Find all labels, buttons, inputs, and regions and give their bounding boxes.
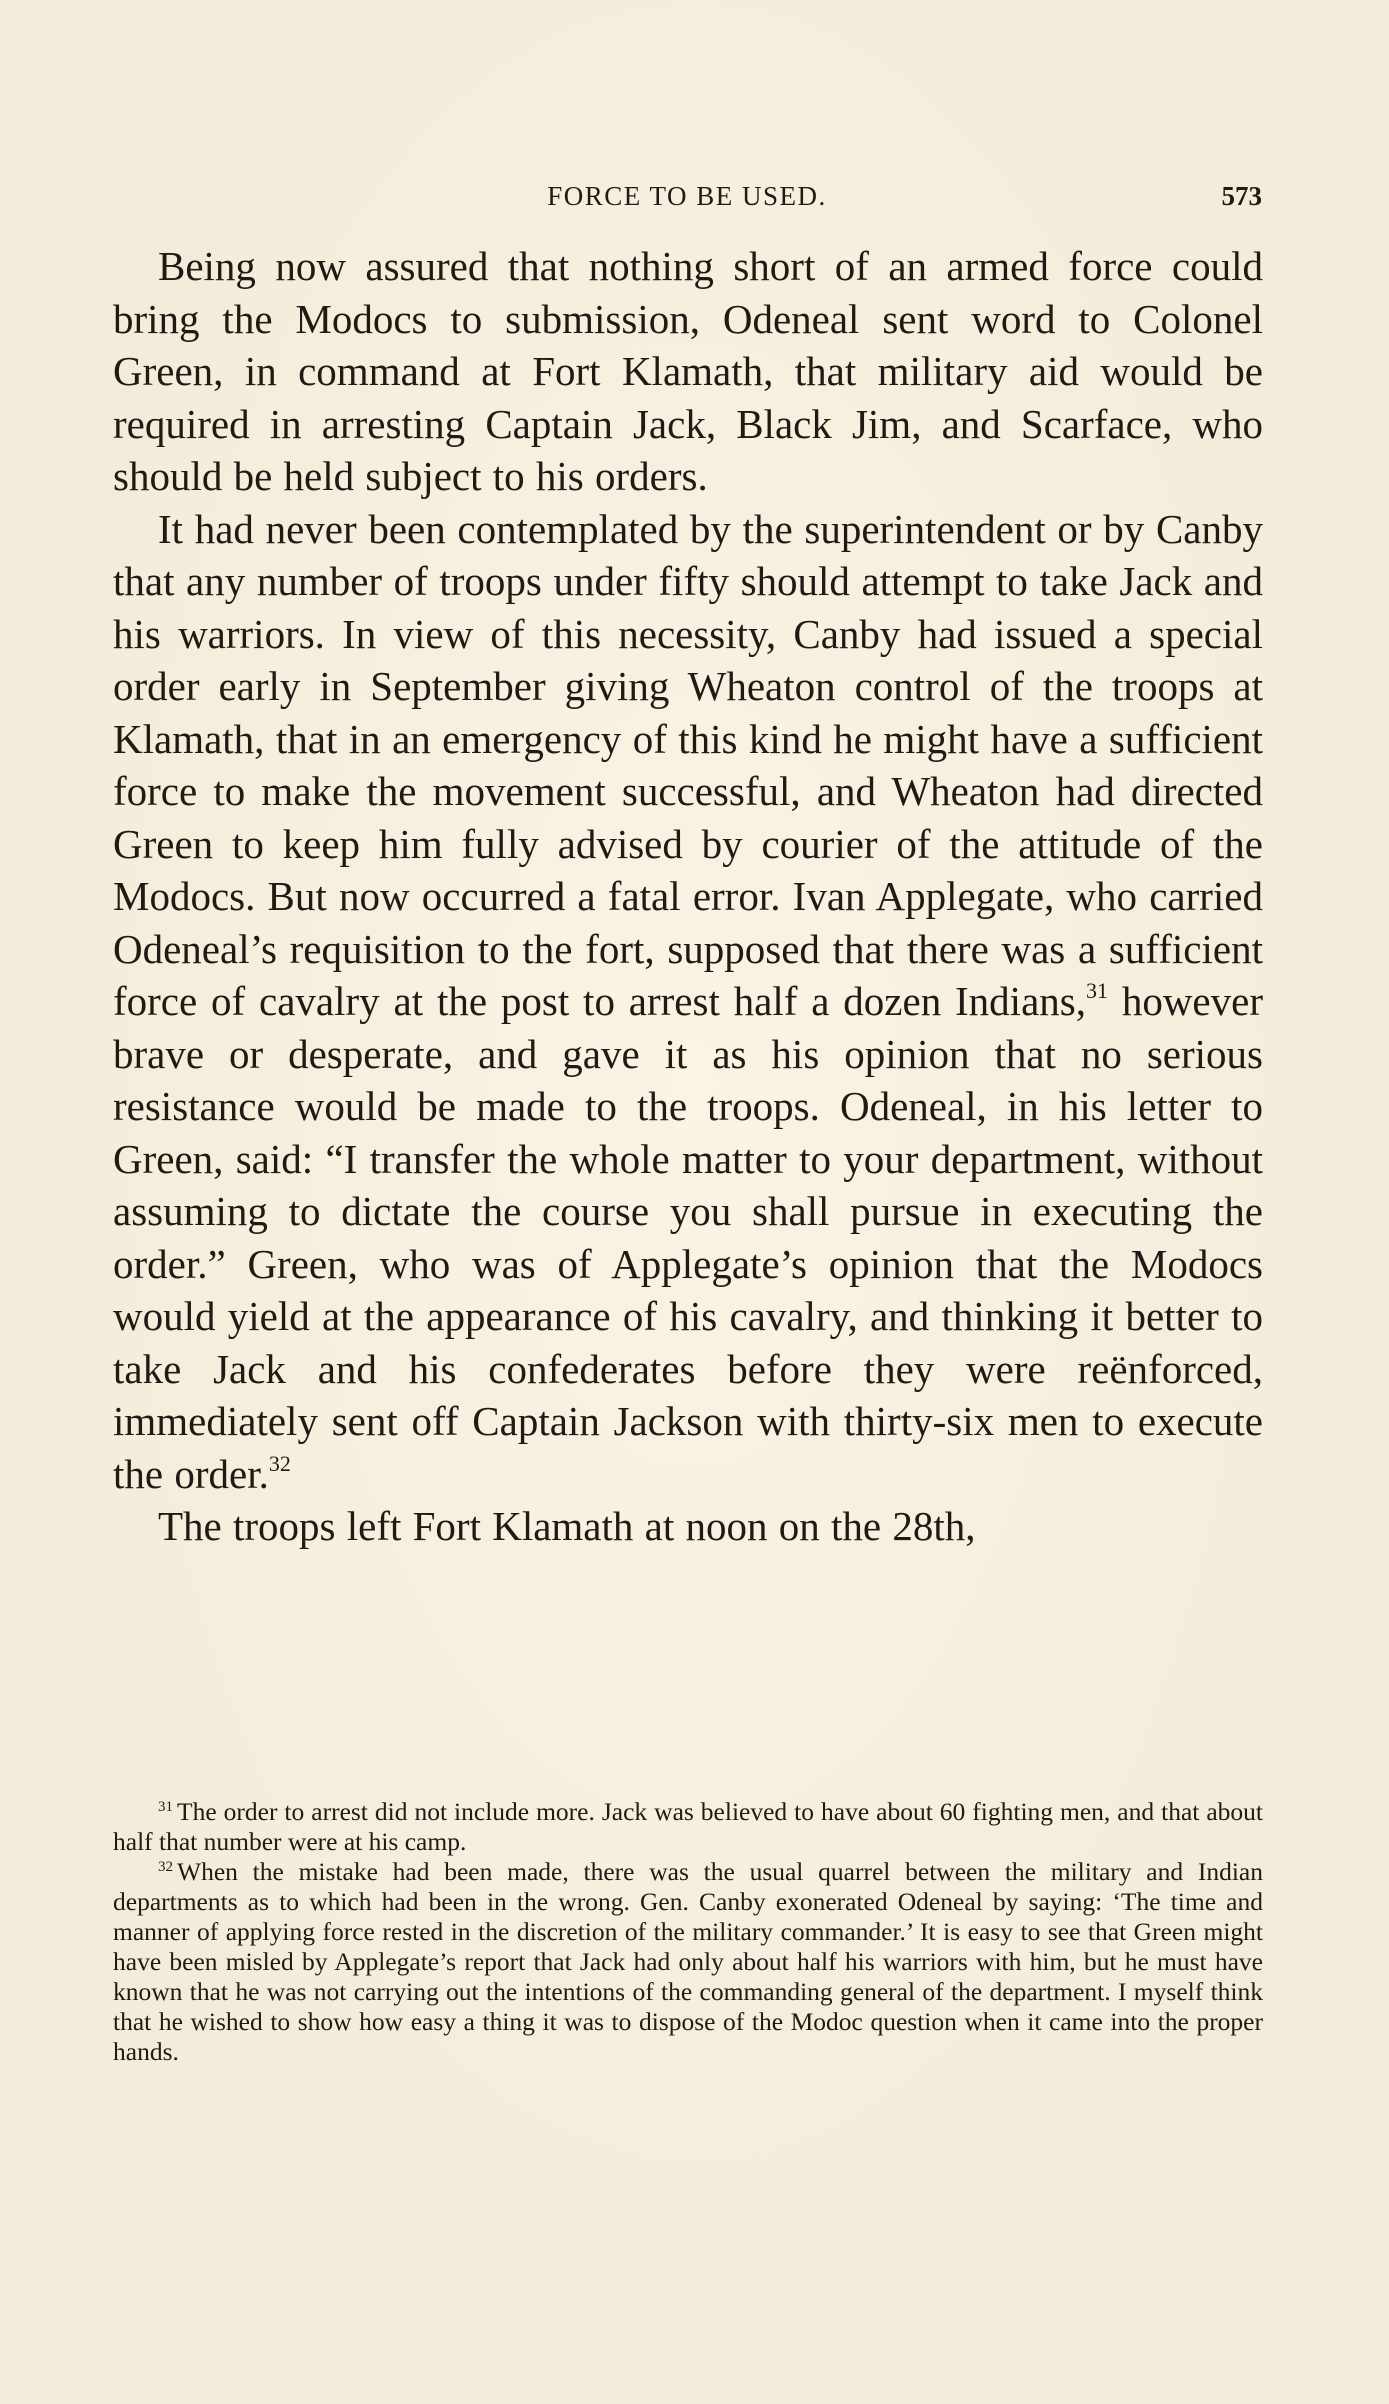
running-head-title: FORCE TO BE USED.: [547, 181, 827, 211]
footnote-mark: 31: [158, 1799, 173, 1815]
paragraph-3: The troops left Fort Klamath at noon on the 28th,: [158, 1503, 976, 1549]
footnote-mark: 32: [158, 1859, 173, 1875]
page-number: 573: [1221, 181, 1262, 211]
footnote-32: [113, 1857, 1263, 2067]
running-head: [112, 176, 1262, 216]
paragraph-1: Being now assured that nothing short of an armed force could bring the Modocs to submission, Odeneal sent word to Colonel Green, in command at Fort Klamath, that military aid would be required in arresting Captain Jack, Black Jim, and Scarface, who should be held subject to his orders.: [113, 243, 1263, 499]
footnote-ref-31: 31: [1085, 978, 1108, 1003]
footnote-ref-32: 32: [268, 1450, 291, 1476]
footnote-text: When the mistake had been made, there was the usual quarrel between the military and Indian departments as to which had been in the wrong. Gen. Canby exonerated Odeneal by saying: ‘The time and manner of applying force rested in the discretion of the military commander.’ It is easy to see that Green might have been misled by Applegate’s report that Jack had only about half his warriors with him, but he must have known that he was not carrying out the intentions of the commanding general of the department. I myself think that he wished to show how easy a thing it was to dispose of the Modoc question when it came into the proper hands.: [113, 1857, 1263, 2066]
paragraph-2-part-b: however brave or desperate, and gave it as his opinion that no serious resistance would be made to the troops. Odeneal, in his letter to Green, said: “I transfer the whole matter to your department, without assuming to dictate the course you shall pursue in executing the order.” Green, who was of Applegate’s opinion that the Modocs would yield at the appearance of his cavalry, and thinking it better to take Jack and his confederates before they were reënforced, immediately sent off Captain Jackson with thirty-six men to execute the order.: [113, 978, 1263, 1497]
footnotes: [113, 1797, 1263, 2067]
paragraph-2-part-a: It had never been contemplated by the superintendent or by Canby that any number of troops under fifty should attempt to take Jack and his warriors. In view of this necessity, Canby had issued a special order early in September giving Wheaton control of the troops at Klamath, that in an emergency of this kind he might have a sufficient force to make the movement successful, and Wheaton had directed Green to keep him fully advised by courier of the attitude of the Modocs. But now occurred a fatal error. Ivan Applegate, who carried Odeneal’s requisition to the fort, supposed that there was a sufficient force of cavalry at the post to arrest half a dozen Indians,: [113, 505, 1263, 1024]
footnote-31: [113, 1797, 1263, 1857]
footnote-text: The order to arrest did not include more. Jack was believed to have about 60 fighting men, and that about half that number were at his camp.: [113, 1797, 1263, 1856]
paragraph-2: [113, 503, 1263, 1501]
body-text: [113, 240, 1263, 1553]
